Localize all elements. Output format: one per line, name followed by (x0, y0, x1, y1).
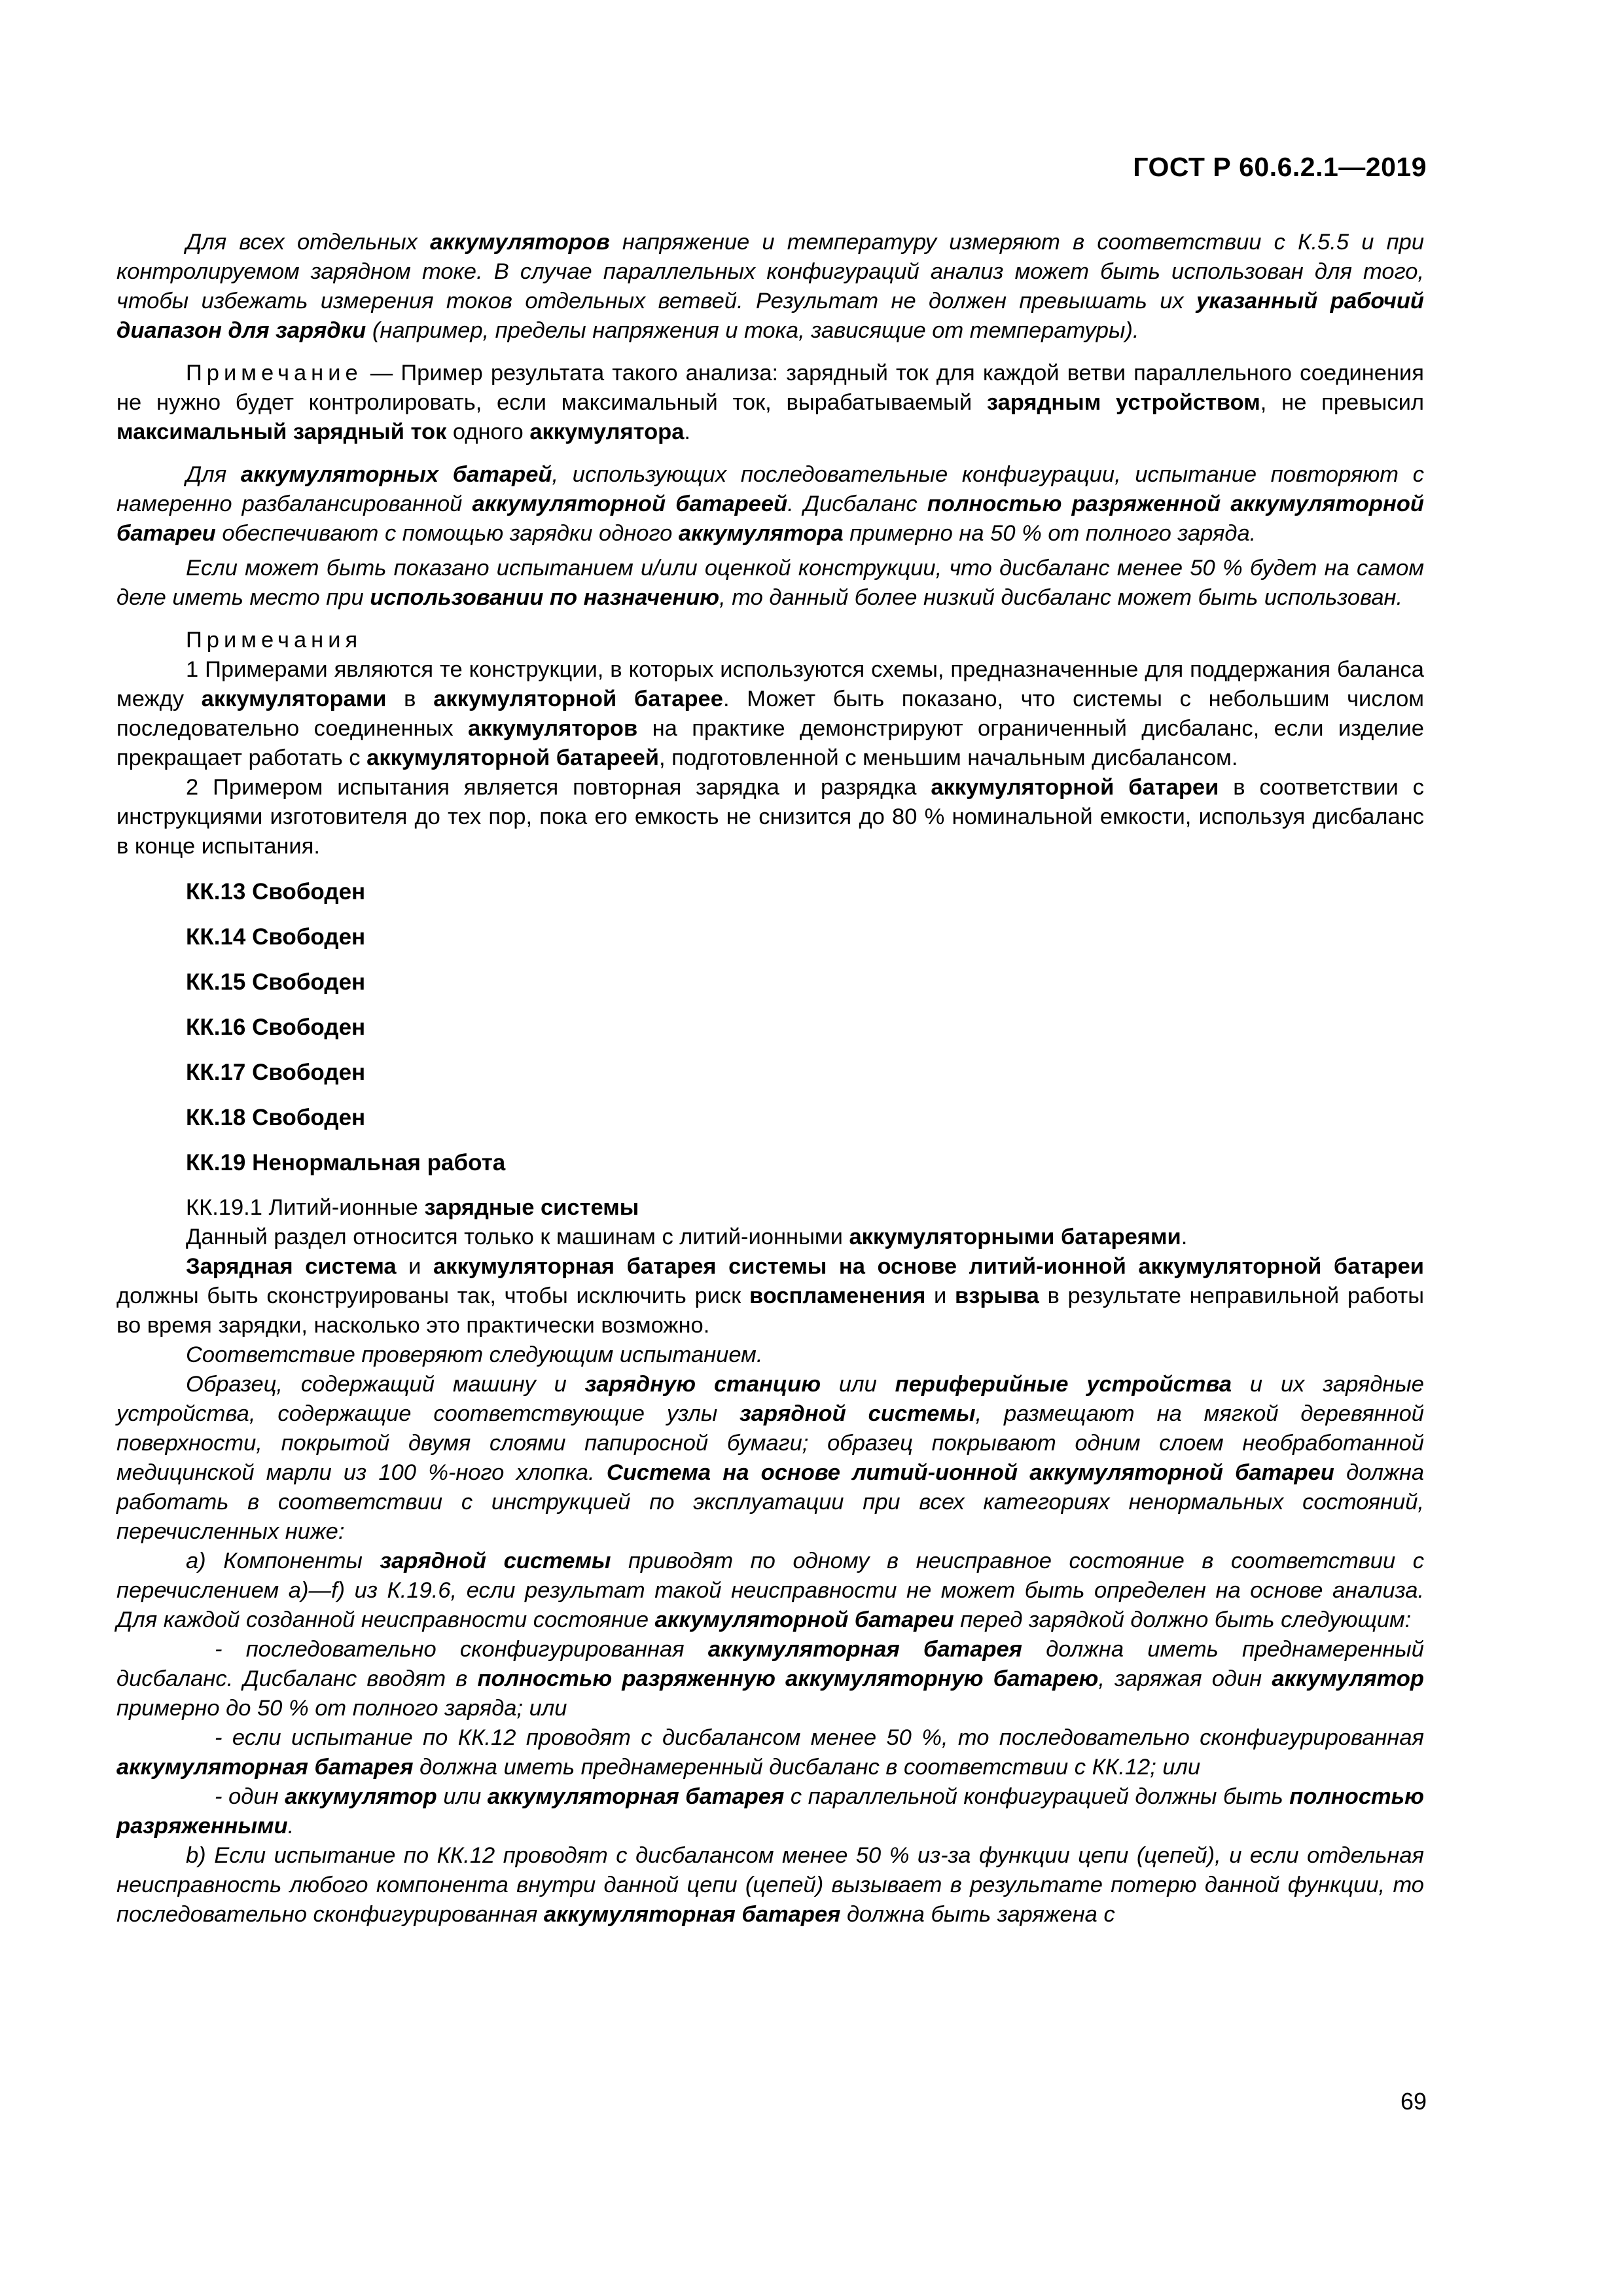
dash-item-series-imbalance: - последовательно сконфигурированная аккумуляторная батарея должна иметь преднамеренный дисбаланс. Дисбаланс вводят в полностью разряженную аккумуляторную батарею, заряжая один аккумулятор примерно до 50 % от полного заряда; или (116, 1637, 1424, 1721)
paragraph-test-sample: Образец, содержащий машину и зарядную станцию или периферийные устройства и их зарядные устройства, содержащие соответствующие узлы зарядной системы, размещают на мягкой деревянной поверхности, покрытой двумя слоями папиросной бумаги; образец покрывают одним слоем необработанной медицинской марли из 100 %-ного хлопка. Система на основе литий-ионной аккумуляторной батареи должна работать в соответствии с инструкцией по эксплуатации при всех категориях ненормальных состояний, перечисленных ниже: (116, 1372, 1425, 1544)
note-analysis-example: Примечание — Пример результата такого анализа: зарядный ток для каждой ветви параллельного соединения не нужно будет контролировать, если максимальный ток, вырабатываемый зарядным устройством, не превысил максимальный зарядный ток одного аккумулятора. (116, 361, 1424, 444)
document-code: ГОСТ Р 60.6.2.1—2019 (1133, 152, 1427, 182)
paragraph-lower-imbalance: Если может быть показано испытанием и/или оценкой конструкции, что дисбаланс менее 50 % будет на самом деле иметь место при использовании по назначению, то данный более низкий дисбаланс может быть использован. (116, 556, 1424, 610)
clause-kk19: КК.19 Ненормальная работа (186, 1150, 506, 1175)
page-number: 69 (1400, 2088, 1427, 2115)
paragraph-individual-cells: Для всех отдельных аккумуляторов напряжение и температуру измеряют в соответствии с К.5.5 и при контролируемом зарядном токе. В случае параллельных конфигураций анализ может быть использован для того, чтобы избежать измерения токов отдельных ветвей. Результат не должен превышать их указанный рабочий диапазон для зарядки (например, пределы напряжения и тока, зависящие от температуры). (116, 230, 1425, 343)
list-item-b: b) Если испытание по КК.12 проводят с дисбалансом менее 50 % из-за функции цепи (цепей), и если отдельная неисправность любого компонента внутри данной цепи (цепей) вызывает в результате потерю данной функции, то последовательно сконфигурированная аккумуляторная батарея должна быть заряжена с (116, 1843, 1424, 1927)
clause-kk13: КК.13 Свободен (186, 879, 366, 905)
clause-kk16: КК.16 Свободен (186, 1014, 366, 1040)
list-item-a: a) Компоненты зарядной системы приводят по одному в неисправное состояние в соответствии с перечислением a)—f) из К.19.6, если результат такой неисправности не может быть определен на основе анализа. Для каждой созданной неисправности состояние аккумуляторной батареи перед зарядкой должно быть следующим: (116, 1549, 1424, 1632)
clause-kk15: КК.15 Свободен (186, 969, 366, 995)
notes-heading: Примечания (186, 628, 363, 653)
dash-item-kk12-imbalance: - если испытание по КК.12 проводят с дисбалансом менее 50 %, то последовательно сконфигурированная аккумуляторная батарея должна иметь преднамеренный дисбаланс в соответствии с КК.12; или (116, 1725, 1424, 1780)
note-1-balancing: 1 Примерами являются те конструкции, в которых используются схемы, предназначенные для поддержания баланса между аккумуляторами в аккумуляторной батарее. Может быть показано, что системы с небольшим числом последовательно соединенных аккумуляторов на практике демонстрируют ограниченный дисбаланс, если изделие прекращает работать с аккумуляторной батареей, подготовленной с меньшим начальным дисбалансом. (116, 657, 1425, 770)
page-body (116, 228, 1424, 1929)
paragraph-scope: Данный раздел относится только к машинам с литий-ионными аккумуляторными батареями. (186, 1225, 1188, 1249)
clause-kk18: КК.18 Свободен (186, 1105, 366, 1130)
clause-list (116, 877, 1424, 1177)
clause-kk14: КК.14 Свободен (186, 924, 366, 950)
clause-kk17: КК.17 Свободен (186, 1060, 366, 1085)
paragraph-series-configurations: Для аккумуляторных батарей, использующих последовательные конфигурации, испытание повторяют с намеренно разбалансированной аккумуляторной батареей. Дисбаланс полностью разряженной аккумуляторной батареи обеспечивают с помощью зарядки одного аккумулятора примерно на 50 % от полного заряда. (116, 462, 1424, 546)
dash-item-parallel: - один аккумулятор или аккумуляторная батарея с параллельной конфигурацией должны быть полностью разряженными. (116, 1784, 1424, 1839)
paragraph-design-requirement: Зарядная система и аккумуляторная батарея системы на основе литий-ионной аккумуляторной батареи должны быть сконструированы так, чтобы исключить риск воспламенения и взрыва в результате неправильной работы во время зарядки, насколько это практически возможно. (116, 1254, 1424, 1338)
subclause-kk19-1: КК.19.1 Литий-ионные зарядные системы (186, 1195, 639, 1220)
note-2-repeated-charging: 2 Примером испытания является повторная зарядка и разрядка аккумуляторной батареи в соответствии с инструкциями изготовителя до тех пор, пока его емкость не снизится до 80 % номинальной емкости, используя дисбаланс в конце испытания. (116, 775, 1424, 859)
paragraph-compliance: Соответствие проверяют следующим испытанием. (186, 1342, 763, 1367)
